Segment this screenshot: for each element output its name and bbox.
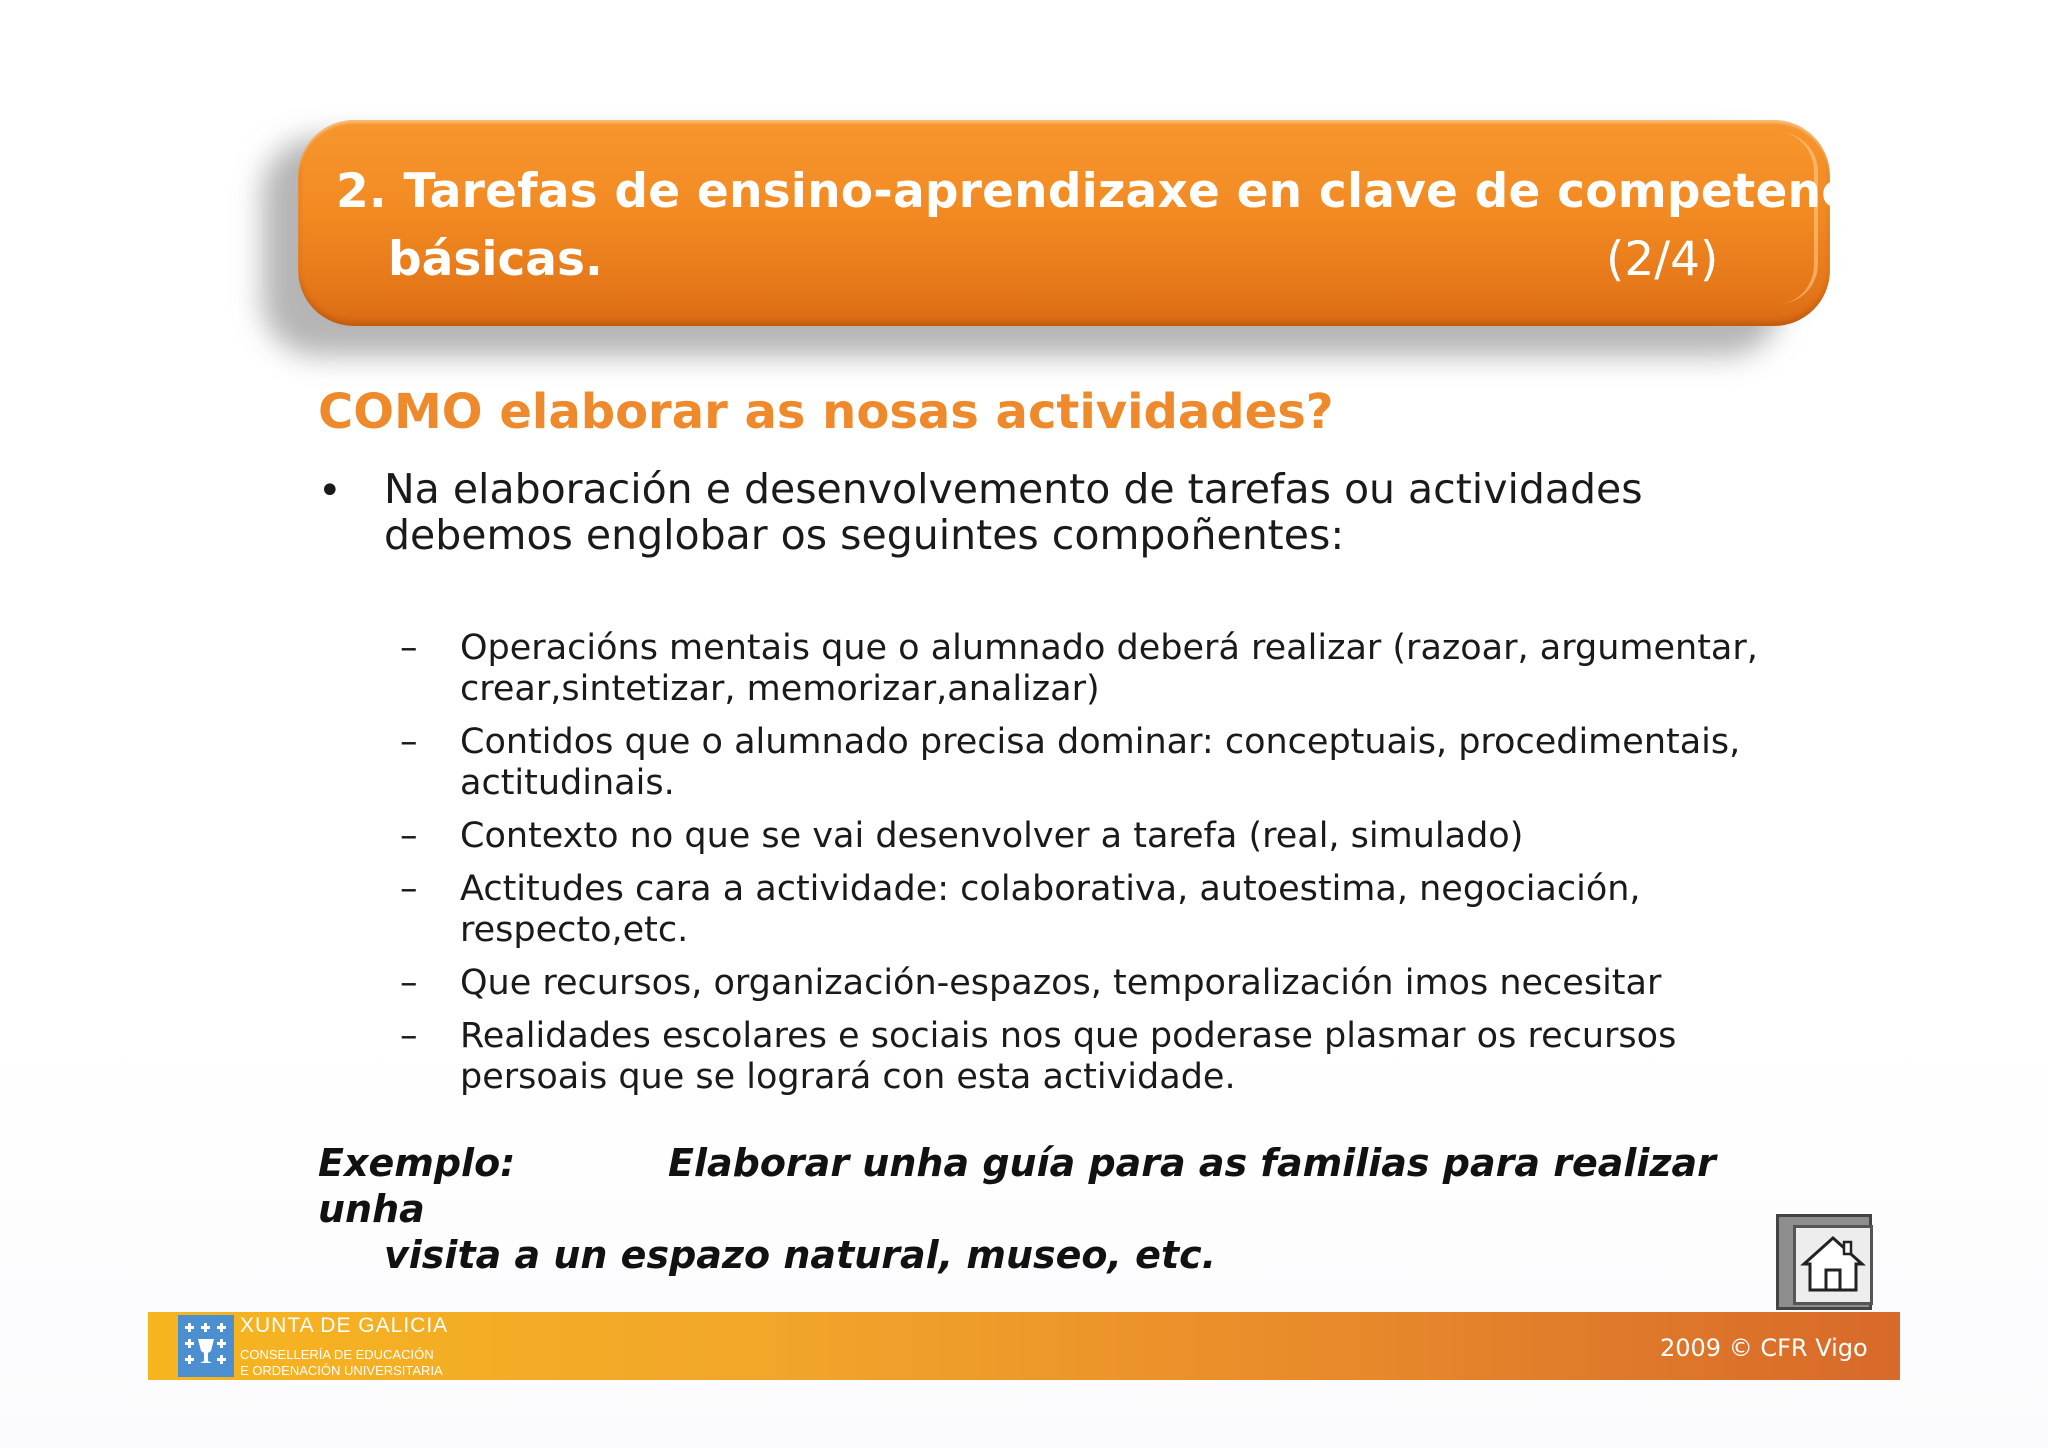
dash-marker: – [400,963,418,1003]
xunta-shield-logo [178,1315,234,1377]
bullet-marker: • [318,468,342,514]
dash-marker: – [400,722,418,762]
list-item [400,722,1800,804]
list-item [400,963,1800,1004]
xunta-department-line2: E ORDENACIÓN UNIVERSITARIA [240,1363,443,1378]
list-item [400,869,1800,951]
footer-copyright: 2009 © CFR Vigo [1660,1334,1868,1362]
title-banner [298,120,1830,326]
bullet-text: Na elaboración e desenvolvemento de tarefas ou actividades debemos englobar os seguintes compoñentes: [384,465,1643,559]
home-icon [1796,1228,1870,1302]
list-item-text: Contexto no que se vai desenvolver a tarefa (real, simulado) [460,816,1524,856]
example-text-line1: Elaborar unha guía para as familias para realizar unha [318,1141,1716,1231]
example-label: Exemplo: [318,1141,516,1185]
list-item-text: Actitudes cara a actividade: colaborativa, autoestima, negociación, respecto,etc. [460,869,1641,950]
list-item-text: Realidades escolares e sociais nos que poderase plasmar os recursos persoais que se logrará con esta actividade. [460,1016,1677,1097]
dash-marker: – [400,628,418,668]
list-item-text: Operacións mentais que o alumnado deberá realizar (razoar, argumentar, crear,sintetizar, memorizar,analizar) [460,628,1758,709]
example-text-line2: visita a un espazo natural, museo, etc. [384,1233,1217,1277]
xunta-department-line1: CONSELLERÍA DE EDUCACIÓN [240,1347,434,1362]
example-block [318,1140,1818,1278]
slide-title-line1: 2. Tarefas de ensino-aprendizaxe en clave de competencias [336,164,1926,219]
list-item-text: Que recursos, organización-espazos, temporalización imos necesitar [460,963,1662,1003]
components-list [400,628,1800,1110]
list-item [400,816,1800,857]
slide-title-line2: básicas. [388,232,603,287]
dash-marker: – [400,1016,418,1056]
home-button[interactable] [1776,1214,1872,1310]
xunta-name: XUNTA DE GALICIA [240,1314,449,1337]
list-item [400,628,1800,710]
dash-marker: – [400,869,418,909]
section-heading: COMO elaborar as nosas actividades? [318,384,1334,440]
xunta-shield-icon [178,1315,234,1377]
dash-marker: – [400,816,418,856]
list-item-text: Contidos que o alumnado precisa dominar: conceptuais, procedimentais, actitudinais. [460,722,1741,803]
slide-page-indicator: (2/4) [1606,232,1719,287]
list-item [400,1016,1800,1098]
home-button-face [1793,1225,1873,1305]
